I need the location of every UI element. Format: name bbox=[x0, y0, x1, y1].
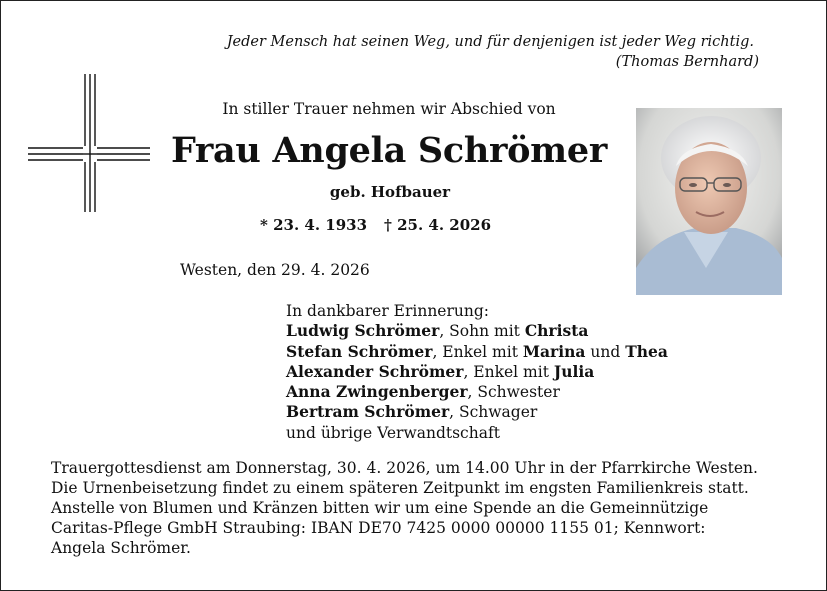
mourners-list bbox=[286, 301, 668, 443]
mourner-name: Ludwig Schrömer bbox=[286, 321, 440, 341]
list-item bbox=[286, 342, 668, 362]
epigraph-author: (Thomas Bernhard) bbox=[615, 54, 759, 70]
mourner-partner: Thea bbox=[625, 341, 668, 361]
mourner-name: Anna Zwingenberger bbox=[286, 382, 468, 402]
list-item bbox=[286, 382, 668, 402]
mourner-relation: , Schwester bbox=[467, 383, 560, 402]
maiden-name: geb. Hofbauer bbox=[329, 183, 451, 201]
list-item bbox=[286, 402, 668, 422]
mourner-conjunction: und bbox=[585, 342, 626, 361]
footer-line: Anstelle von Blumen und Kränzen bitten wir um eine Spende an die Gemeinnützige bbox=[51, 499, 709, 517]
mourner-name: Alexander Schrömer bbox=[286, 361, 464, 381]
deceased-name: Frau Angela Schrömer bbox=[170, 130, 608, 171]
service-information bbox=[51, 458, 791, 558]
mourner-partner: Christa bbox=[524, 321, 589, 341]
list-item bbox=[286, 321, 668, 341]
mourners-closing: und übrige Verwandtschaft bbox=[286, 423, 500, 442]
mourner-relation: , Enkel mit bbox=[463, 362, 554, 381]
birth-date: * 23. 4. 1933 bbox=[260, 216, 368, 234]
portrait-photo bbox=[636, 108, 782, 295]
mourner-name: Stefan Schrömer bbox=[286, 341, 433, 361]
footer-line: Trauergottesdienst am Donnerstag, 30. 4. 2026, um 14.00 Uhr in der Pfarrkirche Westen. bbox=[51, 459, 758, 477]
death-date: † 25. 4. 2026 bbox=[384, 216, 492, 234]
place-and-date: Westen, den 29. 4. 2026 bbox=[180, 261, 370, 279]
mourners-heading: In dankbarer Erinnerung: bbox=[286, 302, 489, 320]
footer-line: Caritas-Pflege GmbH Straubing: IBAN DE70 7425 0000 00000 1155 01; Kennwort: bbox=[51, 519, 706, 537]
list-item bbox=[286, 362, 668, 382]
footer-line: Angela Schrömer. bbox=[51, 539, 191, 557]
mourner-relation: , Sohn mit bbox=[439, 322, 525, 341]
footer-line: Die Urnenbeisetzung findet zu einem späteren Zeitpunkt im engsten Familienkreis statt. bbox=[51, 479, 749, 497]
cross-icon bbox=[28, 72, 152, 214]
mourner-name: Bertram Schrömer bbox=[286, 402, 450, 422]
mourner-relation: , Enkel mit bbox=[432, 342, 523, 361]
epigraph-text: Jeder Mensch hat seinen Weg, und für denjenigen ist jeder Weg richtig. bbox=[226, 34, 754, 50]
mourner-relation: , Schwager bbox=[449, 403, 538, 422]
mourner-partner: Marina bbox=[522, 341, 586, 361]
intro-text: In stiller Trauer nehmen wir Abschied von bbox=[222, 100, 556, 118]
mourner-partner: Julia bbox=[553, 361, 595, 381]
